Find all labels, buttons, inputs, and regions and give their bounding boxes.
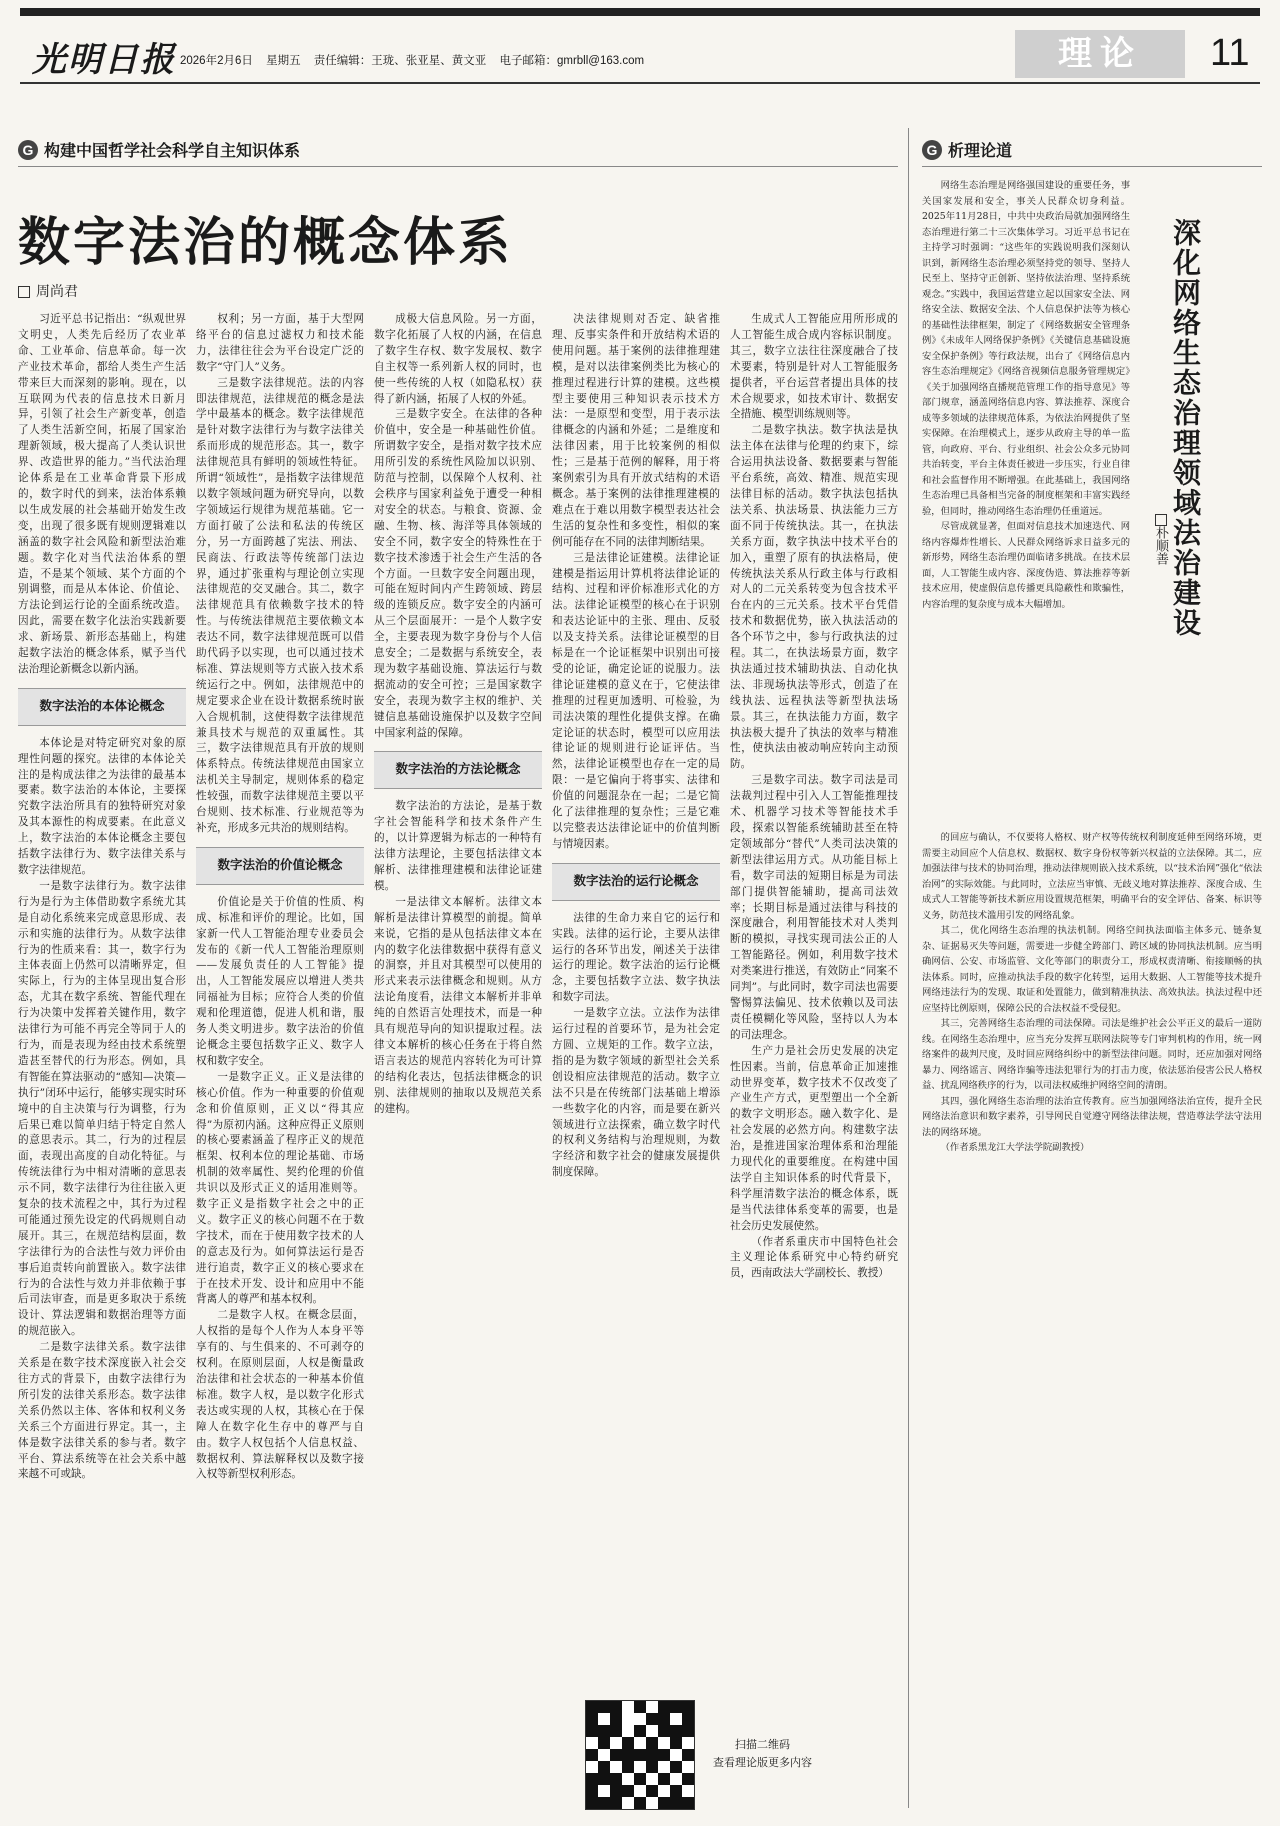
left-series-label — [18, 138, 300, 161]
top-rule — [20, 8, 1260, 16]
subheading: 数字法治的本体论概念 — [18, 688, 186, 726]
article-title: 数字法治的概念体系 — [18, 212, 514, 273]
right-series-label — [922, 138, 1012, 161]
right-header-rule — [922, 166, 1262, 167]
article-column-5 — [730, 312, 898, 1687]
paragraph: 三是法律论证建模。法律论证建模是指运用计算机将法律论证的结构、过程和评价标准形式化的方法。法律论证模型的核心在于识别和表达论证中的主张、理由、反驳以及支持关系。法律论证模型的目标是在一个论证框架中识别出可接受的论证，确定论证的说服力。法律论证建模的意义在于，它使法律推理的过程更加透明、可检验，为司法决策的理性化提供支撑。在确定论证的状态时，模型可以应用法律论证的规则进行论证评估。当然，法律论证模型也存在一定的局限：一是它偏向于将事实、法律和价值的问题混杂在一起；二是它简化了法律推理的复杂性；三是它难以完整表达法律论证中的价值判断与情境因素。 — [552, 551, 720, 850]
masthead — [20, 8, 1260, 78]
paragraph: 三是数字司法。数字司法是司法裁判过程中引入人工智能推理技术、机器学习技术等智能技术手段，探索以智能系统辅助甚至在特定领域部分“替代”人类司法决策的新型法律运用方式。从功能目标上看，数字司法的短期目标是为司法部门提供智能辅助，提高司法效率；长期目标是通过法律与科技的深度融合，利用智能技术对人类判断的模拟，寻找实现司法公正的人工智能路径。例如，利用数字技术对类案进行推送，有效防止“同案不同判”。与此同时，数字司法也需要警惕算法偏见、技术依赖以及司法责任模糊化等风险，坚持以人为本的司法理念。 — [730, 774, 898, 1041]
paragraph: 其二，优化网络生态治理的执法机制。网络空间执法面临主体多元、链条复杂、证据易灭失等问题，需要进一步健全跨部门、跨区域的协同执法机制。应当明确网信、公安、市场监管、文化等部门的职责分工，形成权责清晰、衔接顺畅的执法体系。同时，应推动执法手段的数字化转型，运用大数据、人工智能等技术提升网络违法行为的发现、取证和处置能力，做到精准执法、高效执法。执法过程中还应坚持比例原则，保障公民的合法权益不受侵犯。 — [922, 925, 1262, 1014]
paragraph: 一是数字法律行为。数字法律行为是行为主体借助数字系统尤其是自动化系统来完成意思形成、表示和实施的法律行为。从数字法律行为的性质来看：其一，数字行为主体表面上仍然可以清晰界定，但实际上，行为的主体呈现出复合形态，尤其在数字系统、智能代理在行为决策中发挥着关键作用，数字法律行为可能不再完全等同于人的行为，而是表现为经由技术系统塑造甚至替代的行为形态。例如，具有智能在算法驱动的“感知—决策—执行”闭环中运行，能够实现实时环境中的自主决策与行为调整，行为后果已难以简单归结于特定自然人的意思表示。其二，行为的过程层面，表现出高度的自动化特征。与传统法律行为中相对清晰的意思表示不同，数字法律行为往往嵌入更复杂的技术流程之中，其行为过程可能通过预先设定的代码规则自动展开。其三，在规范结构层面，数字法律行为的合法性与效力评价由事后追责转向前置嵌入。数字法律行为的合法性与效力并非依赖于事后司法审查，而是更多取决于系统设计、算法逻辑和数据治理等方面的规范嵌入。 — [18, 879, 186, 1338]
paragraph: 的回应与确认，不仅要将人格权、财产权等传统权利制度延伸至网络环境，更需要主动回应个人信息权、数据权、数字身份权等新兴权益的立法保障。其二，应加强法律与技术的协同治理，推动法律规则嵌入技术系统，以“技术治网”强化“依法治网”的实际效能。与此同时，立法应当审慎、无歧义地对算法推荐、深度合成、生成式人工智能等新技术新应用设置规范框架，明确平台的安全评估、备案、标识等义务，防范技术滥用引发的网络乱象。 — [922, 832, 1262, 921]
qr-caption: 扫描二维码 查看理论版更多内容 — [713, 1739, 812, 1769]
paragraph: 本体论是对特定研究对象的原理性问题的探究。法律的本体论关注的是构成法律之为法律的最基本要素。数字法治的本体论，主要探究数字法治所具有的独特研究对象及其本源性的构成要素。在此意义上，数字法治的本体论概念主要包括数字法律行为、数字法律关系与数字法律规范。 — [18, 736, 186, 876]
article-column-2 — [196, 312, 364, 1812]
right-article-column-a — [922, 178, 1130, 818]
paragraph: 三是数字安全。在法律的各种价值中，安全是一种基础性价值。所谓数字安全，是指对数字技术应用所引发的系统性风险加以识别、防范与控制，以保障个人权利、社会秩序与国家利益免于遭受一种相对安全的状态。与粮食、资源、金融、生物、核、海洋等具体领域的安全不同，数字安全的特殊性在于数字技术渗透于社会生产生活的各个方面。一旦数字安全问题出现，可能在短时间内产生跨领域、跨层级的连锁反应。数字安全的内涵可从三个层面展开：一是个人数字安全，主要表现为数字身份与个人信息安全；二是数据与系统安全，表现为数字基础设施、算法运行与数据流动的安全可控；三是国家数字安全，表现为数字主权的维护、关键信息基础设施保护以及数字空间中国家利益的保障。 — [374, 408, 542, 739]
article-column-3 — [374, 312, 542, 1812]
right-series-text: 析理论道 — [948, 143, 1013, 160]
paragraph: 价值论是关于价值的性质、构成、标准和评价的理论。比如，国家新一代人工智能治理专业委员会发布的《新一代人工智能治理原则——发展负责任的人工智能》提出，人工智能发展应以增进人类共同福祉为目标；应符合人类的价值观和伦理道德，促进人机和谐，服务人类文明进步。数字法治的价值论概念主要包括数字正义、数字人权和数字安全。 — [196, 895, 364, 1067]
qr-block — [585, 1700, 825, 1808]
square-bullet-icon — [18, 286, 30, 298]
issue-meta — [180, 52, 654, 68]
subheading: 数字法治的方法论概念 — [374, 751, 542, 789]
g-badge-icon: G — [922, 140, 942, 160]
paragraph: 二是数字执法。数字执法是执法主体在法律与伦理的约束下，综合运用执法设备、数据要素与智能平台系统，高效、精准、规范实现法律目标的活动。数字执法包括执法关系、执法场景、执法能力三方面不同于传统执法。其一，在执法关系方面，数字执法中技术平台的加入，重塑了原有的执法格局，使传统执法关系从行政主体与行政相对人的二元关系转变为包含技术平台在内的三元关系。技术平台凭借技术和数据优势，嵌入执法活动的各个环节之中，参与行政执法的过程。其二，在执法场景方面，数字执法通过技术辅助执法、自动化执法、非现场执法等形式，创造了在线执法、远程执法等新型执法场景。其三，在执法能力方面，数字执法极大提升了执法的效率与精准性，使执法由被动响应转向主动预防。 — [730, 424, 898, 771]
paragraph: 生产力是社会历史发展的决定性因素。当前，信息革命正加速推动世界变革，数字技术不仅改变了产业生产方式，更型塑出一个全新的数字文明形态。融入数字化、是社会发展的必然方向。构建数字法治，是推进国家治理体系和治理能力现代化的重要维度。在构建中国法学自主知识体系的时代背景下，科学厘清数字法治的概念体系，既是当代法律体系变革的需要，也是社会历史发展使然。 — [730, 1044, 898, 1232]
section-tab: 理论 — [1015, 30, 1185, 78]
author-note: （作者系重庆市中国特色社会主义理论体系研究中心特约研究员，西南政法大学副校长、教授） — [730, 1235, 898, 1280]
paragraph: 网络生态治理是网络强国建设的重要任务，事关国家发展和安全，事关人民群众切身利益。2025年11月28日，中共中央政治局就加强网络生态治理进行第二十三次集体学习。习近平总书记在主持学习时强调：“这些年的实践说明我们深刻认识到，新网络生态治理必须坚持党的领导、坚持人民至上、坚持守正创新、坚持依法治理、坚持系统观念。”实践中，我国运营建立起以国家安全法、网络安全法、数据安全法、个人信息保护法等为核心的基础性法律框架，制定了《网络数据安全管理条例》《未成年人网络保护条例》《关键信息基础设施安全保护条例》等行政法规，出台了《网络信息内容生态治理规定》《网络音视频信息服务管理规定》《关于加强网络直播规范管理工作的指导意见》等部门规章，涵盖网络信息内容、算法推荐、深度合成等多领域的法律规范体系，为依法治网提供了坚实保障。在治理模式上，逐步从政府主导的单一监管，向政府、平台、行业组织、社会公众多元协同共治转变，平台主体责任被进一步压实，行业自律和社会监督作用不断增强。在此基础上，我国网络生态治理已具备相当完备的制度框架和丰富实践经验，但同时，推动网络生态治理仍任重道远。 — [922, 180, 1130, 517]
masthead-rule — [20, 82, 1260, 84]
article-column-1 — [18, 312, 186, 1812]
paragraph: 成极大信息风险。另一方面，数字化拓展了人权的内涵，在信息了数字生存权、数字发展权、数字自主权等一系列新人权的同时，也使一些传统的人权（如隐私权）获得了新内涵，拓展了人权的外延。 — [374, 313, 542, 405]
issue-editors: 责任编辑：王珑、张亚星、黄文亚 — [313, 55, 487, 67]
issue-weekday: 星期五 — [266, 55, 301, 67]
paragraph: 习近平总书记指出：“纵观世界文明史，人类先后经历了农业革命、工业革命、信息革命。每一次产业技术革命，都给人类生产生活带来巨大而深刻的影响。现在，以互联网为代表的信息技术日新月异，引领了社会生产新变革，创造了人类生活新空间，拓展了国家治理新领域，极大提高了人类认识世界、改造世界的能力。”当代法治理论体系是在工业革命背景下形成的，数字时代的到来，法治体系赖以生成发展的社会基础开始发生改变，出现了很多既有规则逻辑难以涵盖的数字社会风险和新型法治难题。数字化对当代法治体系的塑造，不是某个领域、某个方面的个别调整，而是从本体论、价值论、方法论到运行论的全面系统改造。因此，需要在数字化法治实践新要求、新场景、新形态基础上，构建起数字法治的概念体系，赋予当代法治理论新概念以新内涵。 — [18, 313, 186, 675]
paragraph: 生成式人工智能应用所形成的人工智能生成合成内容标识制度。其三，数字立法往往深度融合了技术要素，特别是针对人工智能服务提供者，平台运营者提出具体的技术合规要求，如技术审计、数据安全措施、模型训练规则等。 — [730, 313, 898, 421]
paragraph: 二是数字法律关系。数字法律关系是在数字技术深度嵌入社会交往方式的背景下，由数字法律行为所引发的法律关系形态。数字法律关系仍然以主体、客体和权利义务关系三个方面进行界定。其一，主体是数字法律关系的参与者。数字平台、算法系统等在社会关系中越来越不可或缺。 — [18, 1341, 186, 1481]
paragraph: 数字法治的方法论，是基于数字社会智能科学和技术条件产生的，以计算逻辑为标志的一种特有法律方法理论，主要包括法律文本解析、法律推理建模和法律论证建模。 — [374, 800, 542, 892]
paragraph: 决法律规则对否定、缺省推理、反事实条件和开放结构术语的使用问题。基于案例的法律推理建模，是对以法律案例类比为核心的推理过程进行计算的建模。这些模型主要使用三种知识表示技术方法：一是原型和变型，用于表示法律概念的内涵和外延；二是维度和法律因素，用于比较案例的相似性；三是基于范例的解释，用于将案例索引为具有开放式结构的术语概念。基于案例的法律推理建模的难点在于难以用数字模型表达社会生活的复杂性和多变性，相似的案例可能存在不同的法律判断结果。 — [552, 313, 720, 548]
paragraph: 法律的生命力来自它的运行和实践。法律的运行论，主要从法律运行的各环节出发，阐述关于法律运行的理论。数字法治的运行论概念，主要包括数字立法、数字执法和数字司法。 — [552, 911, 720, 1004]
left-header-rule — [18, 166, 898, 167]
issue-email: 电子邮箱：gmrbll@163.com — [499, 55, 645, 67]
paragraph: 二是数字人权。在概念层面，人权指的是每个人作为人本身平等享有的、与生俱来的、不可剥夺的权利。在原则层面，人权是衡量政治法律和社会状态的一种基本价值标准。数字人权，是以数字化形式表达或实现的人权，其核心在于保障人在数字化生存中的尊严与自由。数字人权包括个人信息权益、数据权利、算法解释权以及数字接入权等新型权利形态。 — [196, 1309, 364, 1481]
newspaper-logo: 光明日报 — [32, 40, 176, 80]
page-number: 11 — [1210, 32, 1250, 74]
paragraph: 其三，完善网络生态治理的司法保障。司法是维护社会公平正义的最后一道防线。在网络生态治理中，应当充分发挥互联网法院等专门审判机构的作用，统一网络案件的裁判尺度，及时回应网络纠纷中的新型法律问题。同时，还应加强对网络暴力、网络谣言、网络诈骗等违法犯罪行为的打击力度，依法惩治侵害公民人格权益、扰乱网络秩序的行为，以司法权威维护网络空间的清朗。 — [922, 1018, 1262, 1091]
subheading: 数字法治的价值论概念 — [196, 847, 364, 885]
paragraph: 其四，强化网络生态治理的法治宣传教育。应当加强网络法治宣传，提升全民网络法治意识和数字素养，引导网民自觉遵守网络法律法规，营造尊法学法守法用法的网络环境。 — [922, 1095, 1262, 1138]
issue-date: 2026年2月6日 — [180, 55, 253, 67]
article-author: 周尚君 — [18, 281, 78, 301]
left-series-text: 构建中国哲学社会科学自主知识体系 — [44, 143, 301, 160]
author-note: （作者系黑龙江大学法学院副教授） — [940, 1142, 1090, 1153]
paragraph: 一是数字立法。立法作为法律运行过程的首要环节，是为社会定方圆、立规矩的工作。数字立法，指的是为数字领域的新型社会关系创设相应法律规范的活动。数字立法不只是在传统部门法基础上增添一些数字化的内容，而是要在新兴领域进行立法探索，确立数字时代的权利义务结构与治理规则，为数字经济和数字社会的健康发展提供制度保障。 — [552, 1007, 720, 1179]
paragraph: 尽管成就显著，但面对信息技术加速迭代、网络内容爆炸性增长、人民群众网络诉求日益多元的新形势，网络生态治理仍面临诸多挑战。在技术层面，人工智能生成内容、深度伪造、算法推荐等新技术应用，使虚假信息传播更具隐蔽性和欺骗性，内容治理的复杂度与成本大幅增加。 — [922, 521, 1130, 610]
paragraph: 三是数字法律规范。法的内容即法律规范，法律规范的概念是法学中最基本的概念。数字法律规范是针对数字法律行为与数字法律关系而形成的规范形态。其一，数字法律规范具有鲜明的领域性特征。所谓“领域性”，是指数字法律规范以数字领域问题为研究导向，以数字领域运行规律为规范基础。它一方面打破了公法和私法的传统区分，另一方面跨越了宪法、刑法、民商法、行政法等传统部门法边界，通过扩张重构与理论创立实现法律规范的交叉融合。其二，数字法律规范具有依赖数字技术的特性。与传统法律规范主要依赖文本表达不同，数字法律规范既可以借助代码予以实现，也可以通过技术标准、算法规则等方式嵌入技术系统运行之中。例如，法律规范中的规定要求企业在设计数据系统时嵌入合规机制，这使得数字法律规范兼具技术与规范的双重属性。其三，数字法律规范具有开放的规则体系特点。传统法律规范由国家立法机关主导制定，规则体系的稳定性较强，而数字法律规范主要以平台规则、技术标准、行业规范等为补充，形成多元共治的规则结构。 — [196, 376, 364, 834]
g-badge-icon: G — [18, 140, 38, 160]
right-article-title: 深化网络生态治理领域法治建设 — [1169, 218, 1202, 638]
right-article-author: 朴顺善 — [1152, 514, 1173, 565]
square-bullet-icon — [1155, 514, 1167, 526]
subheading: 数字法治的运行论概念 — [552, 863, 720, 901]
qr-code-icon[interactable] — [585, 1700, 695, 1810]
paragraph: 一是法律文本解析。法律文本解析是法律计算模型的前提。简单来说，它指的是从包括法律文本在内的数字化法律数据中获得有意义的洞察，并且对其模型可以使用的形式来表示法律概念和规则。从方法论角度看，法律文本解析并非单纯的自然语言处理技术，而是一种具有规范导向的知识提取过程。法律文本解析的核心任务在于将自然语言表达的规范内容转化为可计算的结构化表达，包括法律概念的识别、法律规则的抽取以及规范关系的建构。 — [374, 895, 542, 1115]
paragraph: 一是数字正义。正义是法律的核心价值。作为一种重要的价值观念和价值原则，正义以“得其应得”为原初内涵。这种应得正义原则的核心要素涵盖了程序正义的规范框架、权利本位的理论基础、市场机制的效率属性、契约伦理的价值共识以及形式正义的适用准则等。数字正义是指数字社会之中的正义。数字正义的核心问题不在于数字技术，而在于使用数字技术的人的意志及行为。如何算法运行是否进行追责，数字正义的核心要求在于在技术开发、设计和应用中不能背离人的尊严和基本权利。 — [196, 1070, 364, 1306]
right-article-column-b — [922, 830, 1262, 1810]
article-divider — [908, 128, 909, 1808]
article-column-4 — [552, 312, 720, 1687]
paragraph: 权利；另一方面，基于大型网络平台的信息过滤权力和技术能力，法律往往会为平台设定广泛的数字“守门人”义务。 — [196, 313, 364, 373]
